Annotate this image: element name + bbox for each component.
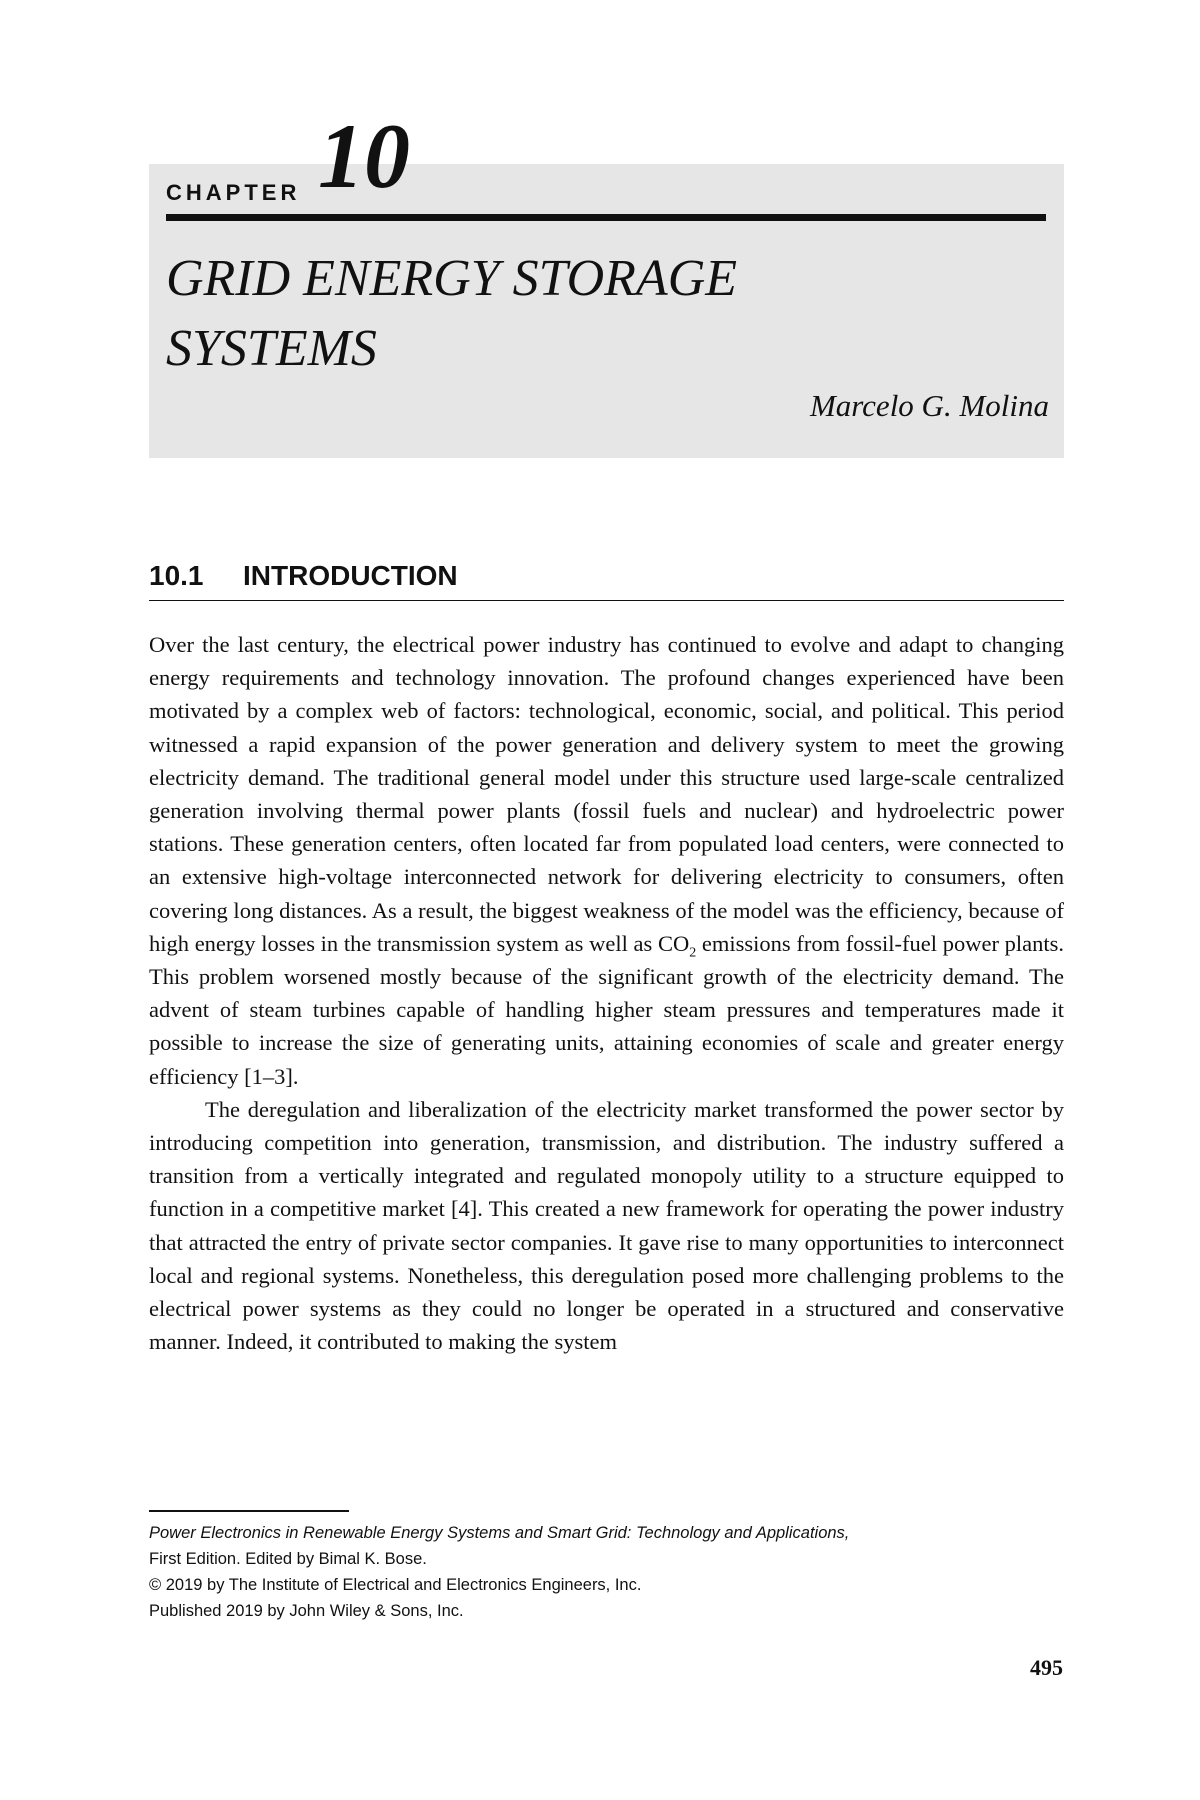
footnote-publisher: Published 2019 by John Wiley & Sons, Inc. <box>149 1602 464 1620</box>
paragraph-2: The deregulation and liberalization of the electricity market transformed the power sector by introducing competition into generation, transmission, and distribution. The industry suffered a transition from a vertically integrated and regulated monopoly utility to a structure equipped to function in a competitive market [4]. This created a new framework for operating the power industry that attracted the entry of private sector companies. It gave rise to many opportunities to interconnect local and regional systems. Nonetheless, this deregulation posed more challenging problems to the electrical power systems as they could no longer be operated in a structured and conservative manner. Indeed, it contributed to making the system <box>149 1096 1064 1355</box>
chapter-rule <box>166 214 1046 221</box>
chapter-number: 10 <box>318 105 410 207</box>
paragraph-1-part2: emissions from fossil-fuel power plants. This problem worsened mostly because of the significant growth of the electricity demand. The advent of steam turbines capable of handling higher steam pressures and temperatures made it possible to increase the size of generating units, attaining economies of scale and greater energy efficiency [1–3]. <box>149 930 1065 1089</box>
footnote-edition: First Edition. Edited by Bimal K. Bose. <box>149 1550 427 1568</box>
chapter-label: CHAPTER <box>166 180 301 205</box>
body-text <box>149 628 1064 1358</box>
chapter-title-line2: SYSTEMS <box>166 320 377 377</box>
footnote <box>149 1520 1064 1624</box>
footnote-book-title: Power Electronics in Renewable Energy Systems and Smart Grid: Technology and Applications, <box>149 1524 850 1542</box>
section-number: 10.1 <box>149 560 204 591</box>
co2-subscript: 2 <box>689 945 697 961</box>
paragraph-1-part1: Over the last century, the electrical power industry has continued to evolve and adapt to changing energy requirements and technology innovation. The profound changes experienced have been motivated by a complex web of factors: technological, economic, social, and political. This period witnessed a rapid expansion of the power generation and delivery system to meet the growing electricity demand. The traditional general model under this structure used large-scale centralized generation involving thermal power plants (fossil fuels and nuclear) and hydroelectric power stations. These generation centers, often located far from populated load centers, were connected to an extensive high-voltage interconnected network for delivering electricity to consumers, often covering long distances. As a result, the biggest weakness of the model was the efficiency, because of high energy losses in the transmission system as well as CO <box>149 632 1064 956</box>
section-title: INTRODUCTION <box>243 560 458 591</box>
page-number: 495 <box>1030 1655 1063 1680</box>
paragraph-1 <box>149 628 1064 1093</box>
chapter-title <box>166 244 1046 384</box>
chapter-author: Marcelo G. Molina <box>809 388 1049 423</box>
footnote-copyright: © 2019 by The Institute of Electrical and Electronics Engineers, Inc. <box>149 1576 642 1594</box>
section-heading <box>149 560 1064 601</box>
chapter-title-line1: GRID ENERGY STORAGE <box>166 250 738 307</box>
footnote-rule <box>149 1510 349 1512</box>
